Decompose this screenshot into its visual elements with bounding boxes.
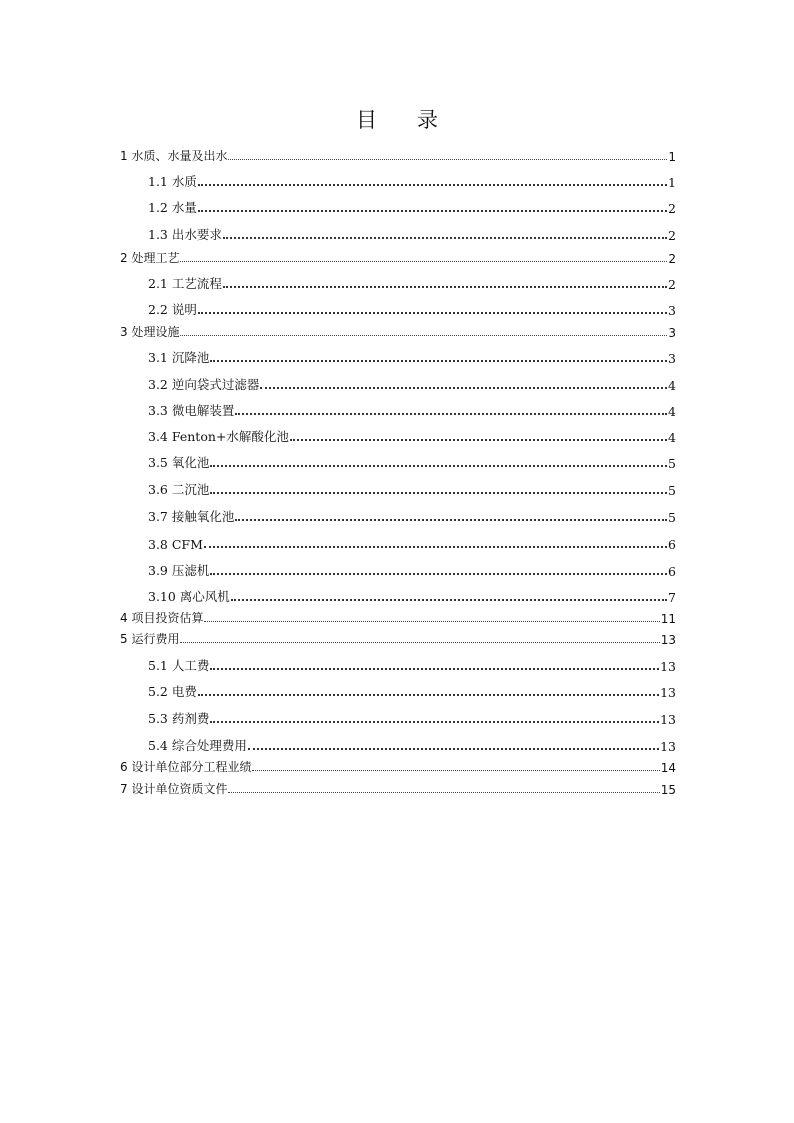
toc-entry-label: 7 设计单位资质文件 [120, 782, 228, 796]
toc-entry-label: 5.3 药剂费 [148, 711, 210, 726]
toc-entry-label: 3.5 氧化池 [148, 455, 210, 470]
toc-entry[interactable] [120, 144, 676, 164]
toc-page-number: 5 [668, 510, 676, 525]
dot-leader [223, 237, 667, 239]
toc-entry-label: 1.3 出水要求 [148, 227, 222, 242]
toc-page-number: 13 [660, 685, 676, 700]
toc-entry-label: 5.2 电费 [148, 684, 197, 699]
dot-leader [210, 465, 667, 467]
toc-entry-label: 5.1 人工费 [148, 658, 210, 673]
toc-page-number: 13 [660, 739, 676, 754]
toc-entry[interactable] [148, 680, 676, 700]
dot-leader [228, 792, 659, 793]
toc-entry-label: 4 项目投资估算 [120, 611, 204, 625]
dot-leader [198, 312, 667, 314]
toc-page-number: 3 [668, 351, 676, 366]
toc-entry[interactable] [148, 734, 676, 754]
toc-page-number: 4 [668, 404, 676, 419]
dot-leader [210, 668, 659, 670]
toc-entry[interactable] [148, 346, 676, 366]
toc-entry-label: 3.1 沉降池 [148, 350, 210, 365]
dot-leader [235, 413, 667, 415]
dot-leader [210, 492, 667, 494]
toc-entry[interactable] [148, 196, 676, 216]
toc-entry-label: 3 处理设施 [120, 325, 180, 339]
toc-entry[interactable] [148, 505, 676, 525]
toc-page-number: 6 [668, 537, 676, 552]
dot-leader [210, 721, 659, 723]
toc-entry[interactable] [148, 559, 676, 579]
toc-entry-label: 5.4 综合处理费用 [148, 738, 247, 753]
dot-leader [204, 621, 659, 622]
toc-page-number: 4 [668, 378, 676, 393]
toc-entry[interactable] [148, 170, 676, 190]
toc-entry[interactable] [148, 585, 676, 605]
toc-entry-label: 3.9 压滤机 [148, 563, 210, 578]
toc-entry-label: 3.6 二沉池 [148, 482, 210, 497]
toc-entry[interactable] [148, 399, 676, 419]
dot-leader [290, 439, 667, 441]
toc-entry[interactable] [148, 298, 676, 318]
toc-entry[interactable] [148, 451, 676, 471]
toc-entry-label: 5 运行费用 [120, 632, 180, 646]
toc-page-number: 13 [660, 633, 676, 647]
dot-leader [223, 286, 667, 288]
toc-entry-label: 2 处理工艺 [120, 251, 180, 265]
dot-leader [198, 210, 667, 212]
dot-leader [180, 261, 667, 262]
toc-entry[interactable] [120, 320, 676, 340]
dot-leader [180, 642, 659, 643]
toc-entry-label: 2.1 工艺流程 [148, 276, 222, 291]
dot-leader [252, 770, 659, 771]
toc-entry-label: 1.1 水质 [148, 174, 197, 189]
dot-leader [260, 387, 667, 389]
toc-entry[interactable] [120, 606, 676, 626]
dot-leader [180, 335, 667, 336]
toc-page-number: 7 [668, 590, 676, 605]
toc-page-number: 2 [668, 277, 676, 292]
dot-leader [228, 159, 667, 160]
toc-entry[interactable] [148, 223, 676, 243]
toc-entry[interactable] [120, 246, 676, 266]
toc-entry-label: 3.3 微电解装置 [148, 403, 235, 418]
toc-entry[interactable] [148, 707, 676, 727]
dot-leader [198, 184, 667, 186]
toc-page-number: 2 [668, 201, 676, 216]
toc-entry-label: 1 水质、水量及出水 [120, 149, 228, 163]
dot-leader [210, 360, 667, 362]
toc-page-number: 11 [660, 612, 676, 626]
toc-page-number: 14 [660, 761, 676, 775]
toc-entry[interactable] [148, 654, 676, 674]
toc-entry[interactable] [120, 627, 676, 647]
toc-page-number: 15 [660, 783, 676, 797]
toc-entry[interactable] [148, 425, 676, 445]
toc-page-number: 6 [668, 564, 676, 579]
toc-page-number: 2 [668, 228, 676, 243]
toc-page-number: 3 [668, 303, 676, 318]
toc-entry[interactable] [148, 532, 676, 552]
toc-page-number: 5 [668, 456, 676, 471]
dot-leader [235, 519, 667, 521]
toc-title-char-2: 录 [417, 108, 438, 132]
dot-leader [198, 694, 659, 696]
toc-entry-label: 3.2 逆向袋式过滤器 [148, 377, 260, 392]
dot-leader [231, 599, 667, 601]
toc-entry[interactable] [148, 373, 676, 393]
toc-entry-label: 3.10 离心风机 [148, 589, 230, 604]
toc-page-number: 13 [660, 659, 676, 674]
toc-entry-label: 1.2 水量 [148, 200, 197, 215]
toc-entry-label: 3.7 接触氧化池 [148, 509, 235, 524]
dot-leader [248, 748, 659, 750]
toc-entry[interactable] [120, 755, 676, 775]
toc-title-char-1: 目 [356, 108, 377, 132]
toc-entry-label: 2.2 说明 [148, 302, 197, 317]
dot-leader [204, 546, 667, 548]
toc-entry-label: 3.8 CFM [148, 537, 203, 552]
toc-page-number: 3 [668, 326, 676, 340]
toc-page-number: 4 [668, 430, 676, 445]
toc-page-number: 5 [668, 483, 676, 498]
toc-entry[interactable] [120, 777, 676, 797]
toc-page-number: 2 [668, 252, 676, 266]
dot-leader [210, 573, 667, 575]
toc-page-number: 1 [668, 175, 676, 190]
toc-entry[interactable] [148, 272, 676, 292]
toc-entry[interactable] [148, 478, 676, 498]
toc-entry-label: 6 设计单位部分工程业绩 [120, 760, 252, 774]
toc-entry-label: 3.4 Fenton+水解酸化池 [148, 429, 289, 444]
toc-page-number: 13 [660, 712, 676, 727]
toc-page-number: 1 [668, 150, 676, 164]
